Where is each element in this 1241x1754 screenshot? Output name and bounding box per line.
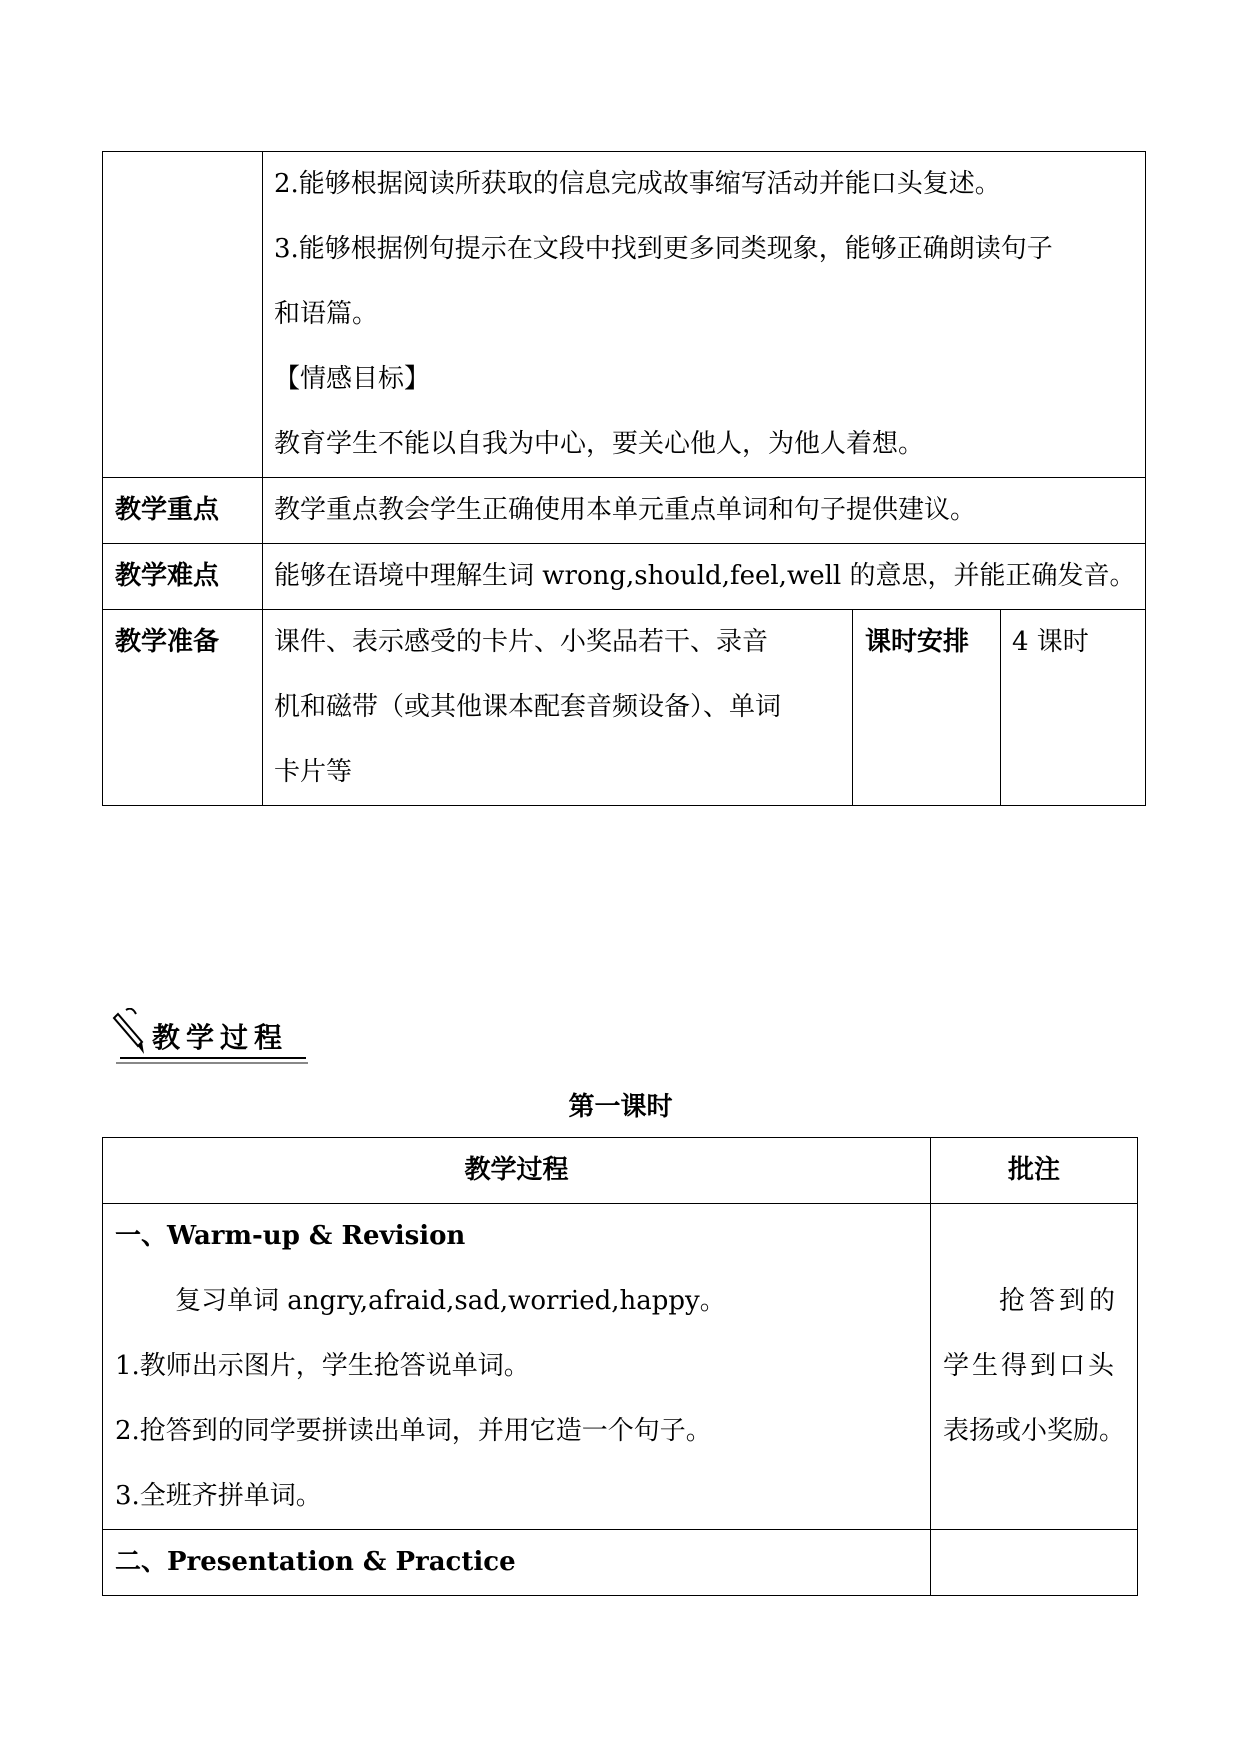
teaching-process-table — [102, 1137, 1138, 1596]
lesson-title: 第一课时 — [568, 1092, 673, 1122]
affective-goal-heading: 【情感目标】 — [274, 364, 431, 394]
objectives-label-cell — [103, 152, 263, 478]
step-line: 复习单词 angry,afraid,sad,worried,happy。 — [175, 1286, 726, 1316]
header-row — [103, 1138, 1138, 1204]
preparation-label: 教学准备 — [115, 627, 220, 657]
preparation-line: 卡片等 — [274, 757, 353, 787]
step-title: 一、Warm-up & Revision — [115, 1221, 466, 1251]
difficulties-label: 教学难点 — [115, 561, 220, 591]
step-line: 2.抢答到的同学要拼读出单词，并用它造一个句子。 — [115, 1416, 712, 1446]
step-row — [103, 1204, 1138, 1530]
objective-line: 和语篇。 — [274, 299, 379, 329]
section-title: 教学过程 — [152, 1021, 289, 1054]
schedule-label: 课时安排 — [865, 627, 970, 657]
objectives-row — [103, 152, 1146, 478]
preparation-row — [103, 610, 1146, 806]
note-line: 抢答到的 — [999, 1286, 1120, 1316]
difficulties-row — [103, 544, 1146, 610]
note-line: 表扬或小奖励。 — [943, 1416, 1126, 1446]
key-points-text: 教学重点教会学生正确使用本单元重点单词和句子提供建议。 — [274, 495, 977, 525]
step-line: 1.教师出示图片，学生抢答说单词。 — [115, 1351, 530, 1381]
section-title-banner — [112, 1008, 312, 1066]
objective-line: 3.能够根据例句提示在文段中找到更多同类现象，能够正确朗读句子 — [274, 234, 1053, 264]
note-line: 学生得到口头 — [943, 1351, 1118, 1381]
schedule-value: 4 课时 — [1012, 627, 1089, 657]
key-points-row — [103, 478, 1146, 544]
objectives-content — [263, 152, 1146, 478]
empty-note-cell — [931, 1530, 1138, 1596]
preparation-line: 机和磁带（或其他课本配套音频设备）、单词 — [274, 692, 782, 722]
objective-line: 2.能够根据阅读所获取的信息完成故事缩写活动并能口头复述。 — [274, 169, 1001, 199]
preparation-content — [263, 610, 853, 806]
preparation-line: 课件、表示感受的卡片、小奖品若干、录音 — [274, 627, 769, 657]
lesson-plan-table — [102, 151, 1146, 806]
note-spacer — [943, 1204, 1129, 1269]
process-header: 教学过程 — [464, 1155, 569, 1185]
objective-line: 教育学生不能以自我为中心，要关心他人，为他人着想。 — [274, 429, 925, 459]
notes-header: 批注 — [1007, 1155, 1060, 1185]
key-points-label: 教学重点 — [115, 495, 220, 525]
difficulties-text: 能够在语境中理解生词 wrong,should,feel,well 的意思，并能正确发音。 — [274, 561, 1136, 591]
step-row — [103, 1530, 1138, 1596]
step-line: 3.全班齐拼单词。 — [115, 1481, 322, 1511]
step-title: 二、Presentation & Practice — [115, 1547, 516, 1577]
